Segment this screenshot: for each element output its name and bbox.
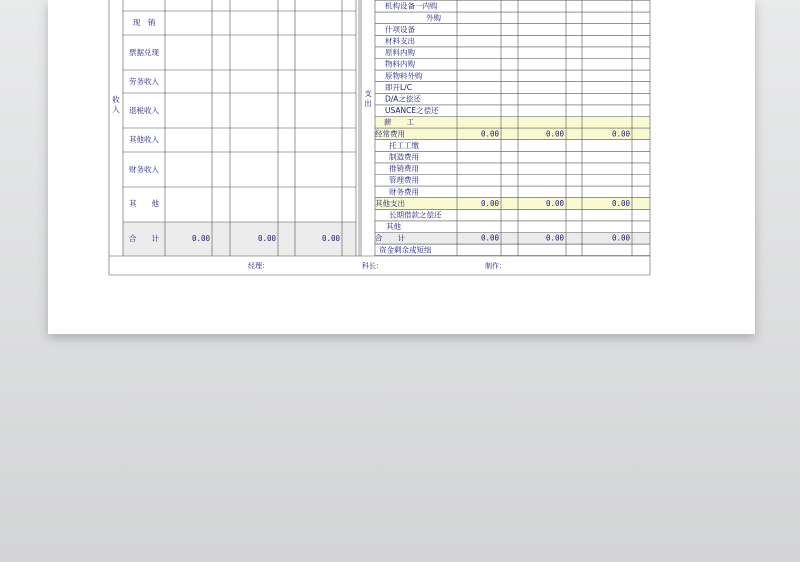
income-label-other-income: 其他收入 [129,135,159,144]
income-label-tax-refund: 退税收入 [129,106,159,115]
expense-row-label: 原料内购 [385,48,415,58]
expense-row-label: 外购 [426,13,441,23]
expense-row-value: 0.00 [545,233,564,243]
expense-row-label: D/A之偿还 [385,94,421,104]
expense-row-label: 其他支出 [375,198,405,208]
income-label-cash-sales: 现 销 [132,18,156,27]
expense-row-label: 薪 工 [384,117,414,127]
expense-row-label: 长期借款之偿还 [389,210,442,220]
income-label-financial: 财务收入 [129,165,159,174]
expense-row-value: 0.00 [611,233,630,243]
other-expense-highlight [375,198,650,210]
expense-vertical-label-top: 支 [364,89,372,98]
cash-budget-table [48,0,755,334]
footer-manager: 经理： [248,262,269,270]
expense-vertical-label-bottom: 出 [364,99,372,108]
expense-row-label: 什项设备 [385,24,415,34]
expense-row-label: 物料内购 [385,59,415,69]
expense-row-label: 其他 [386,222,401,232]
income-label-total: 合 计 [129,234,159,243]
income-total-value-1: 0.00 [191,234,210,243]
income-total-value-3: 0.00 [321,234,340,243]
income-total-value-2: 0.00 [257,234,276,243]
salary-expense-highlight [375,117,650,140]
expense-row-label: 推销费用 [389,164,419,174]
expense-row-label: 制造费用 [389,152,419,162]
expense-row-value: 0.00 [545,198,564,208]
income-label-notes-cashed: 票据兑现 [129,48,159,57]
expense-row-value: 0.00 [611,129,630,139]
footer-preparer: 制作： [485,262,506,270]
expense-row-value: 0.00 [480,198,499,208]
expense-row-value: 0.00 [480,233,499,243]
expense-row-value: 0.00 [611,198,630,208]
expense-row-label: 经常费用 [375,129,405,139]
expense-row-label: USANCE之偿还 [385,106,439,116]
expense-row-label: 管理费用 [389,175,419,185]
expense-row-label: 资金剩余或短绌 [379,245,432,255]
income-label-service: 劳务收入 [129,77,159,86]
expense-row-label: 即开L/C [385,82,412,92]
footer-section-chief: 科长： [362,262,383,270]
income-vertical-label-bottom: 入 [112,105,120,114]
expense-row-label: 机构设备一内购 [385,1,438,11]
spreadsheet-page [48,0,755,334]
expense-row-value: 0.00 [545,129,564,139]
expense-row-value: 0.00 [480,129,499,139]
income-label-others: 其 他 [129,199,159,208]
expense-row-label: 财务费用 [389,187,419,197]
expense-total-shade [375,233,650,245]
expense-row-label: 托工工缴 [389,140,419,150]
expense-row-label: 合 计 [375,233,405,243]
income-vertical-label-top: 收 [112,95,120,104]
expense-row-label: 材料支出 [385,36,415,46]
expense-row-label: 原物料外购 [385,71,423,81]
